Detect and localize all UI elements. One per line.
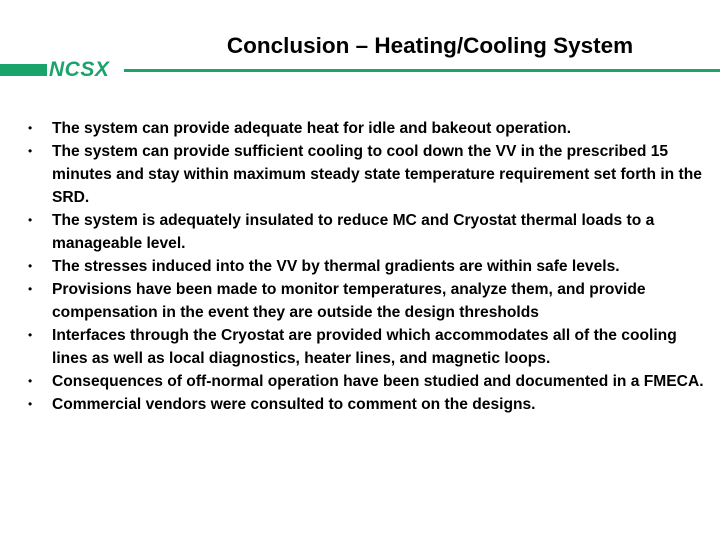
bullet-text: The system is adequately insulated to reduce MC and Cryostat thermal loads to a manageable level. xyxy=(52,212,655,252)
slide-title: Conclusion – Heating/Cooling System xyxy=(226,33,634,58)
bullet-item xyxy=(28,278,708,324)
bullet-dot-icon: • xyxy=(28,213,33,227)
bullet-dot-icon: • xyxy=(28,121,33,135)
bullet-text: The stresses induced into the VV by thermal gradients are within safe levels. xyxy=(52,258,620,275)
bullet-item xyxy=(28,324,708,370)
bullet-item xyxy=(28,370,708,393)
bullet-item xyxy=(28,140,708,209)
bullet-text: Consequences of off-normal operation have been studied and documented in a FMECA. xyxy=(52,373,704,390)
ncsx-logo: NCSX xyxy=(47,58,112,82)
bullet-text: Commercial vendors were consulted to comment on the designs. xyxy=(52,396,536,413)
bullet-dot-icon: • xyxy=(28,397,33,411)
bullet-dot-icon: • xyxy=(28,144,33,158)
header-rule xyxy=(124,69,720,72)
bullet-dot-icon: • xyxy=(28,328,33,342)
bullet-item xyxy=(28,117,708,140)
bullet-item xyxy=(28,209,708,255)
bullet-item xyxy=(28,393,708,416)
bullet-text: The system can provide sufficient cooling to cool down the VV in the prescribed 15 minutes and stay within maximum steady state temperature requirement set forth in the SRD. xyxy=(52,143,702,206)
bullet-text: Provisions have been made to monitor temperatures, analyze them, and provide compensation in the event they are outside the design thresholds xyxy=(52,281,646,321)
bullet-text: The system can provide adequate heat for idle and bakeout operation. xyxy=(52,120,572,137)
bullet-item xyxy=(28,255,708,278)
bullet-text: Interfaces through the Cryostat are provided which accommodates all of the cooling lines as well as local diagnostics, heater lines, and magnetic loops. xyxy=(52,327,677,367)
bullet-dot-icon: • xyxy=(28,259,33,273)
header-bar-left-block xyxy=(0,64,48,76)
bullet-dot-icon: • xyxy=(28,374,33,388)
bullet-dot-icon: • xyxy=(28,282,33,296)
bullet-list xyxy=(28,117,708,416)
